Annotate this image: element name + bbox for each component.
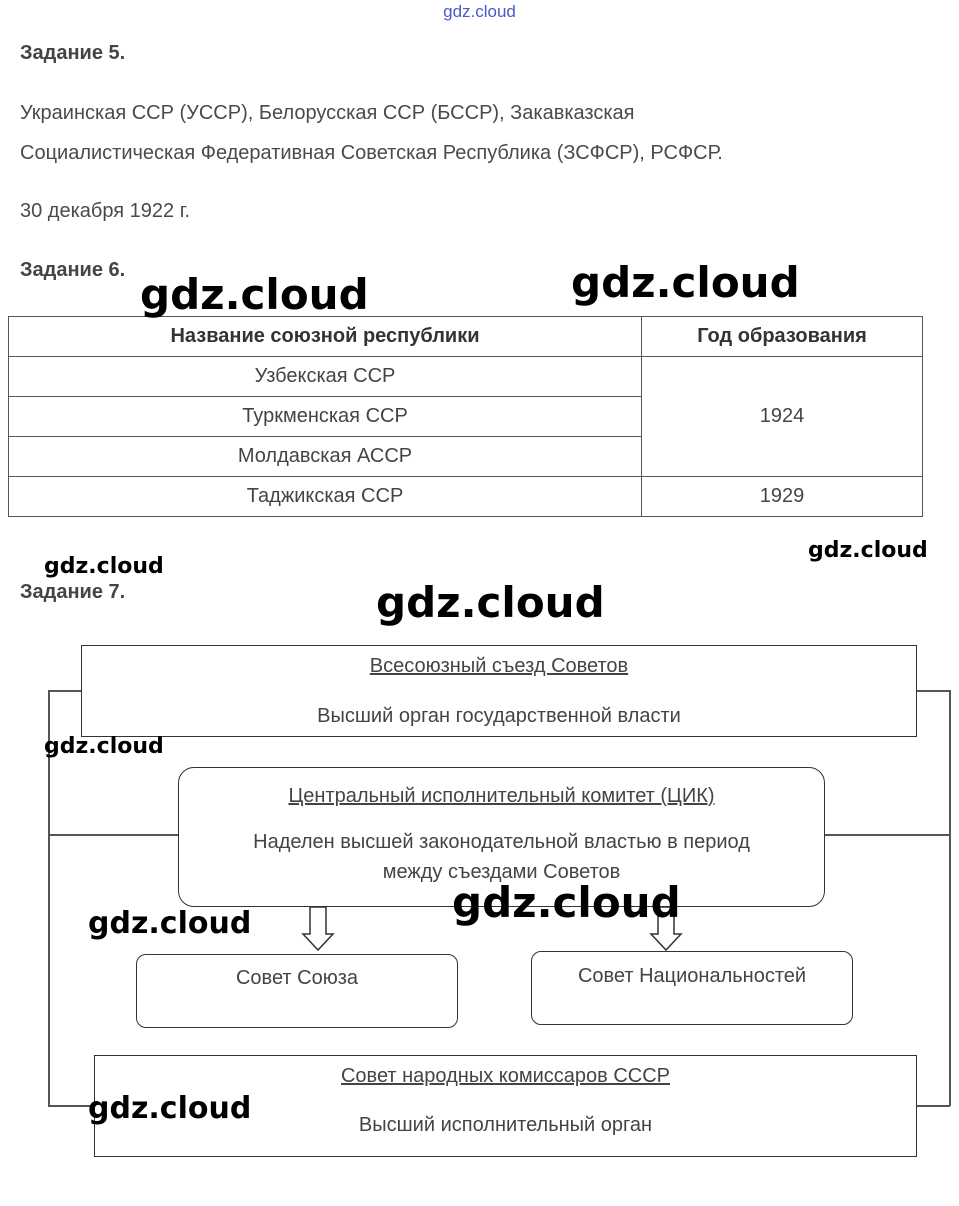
connector-line bbox=[48, 834, 178, 836]
congress-box bbox=[81, 645, 917, 737]
congress-title: Всесоюзный съезд Советов bbox=[369, 655, 629, 677]
union-council-label: Совет Союза bbox=[235, 967, 358, 989]
arrow-down-icon bbox=[301, 906, 335, 952]
task5-line1: Украинская ССР (УССР), Белорусская ССР (БССР), Закавказская bbox=[20, 102, 635, 124]
congress-desc: Высший орган государственной власти bbox=[317, 705, 681, 727]
watermark: gdz.cloud bbox=[571, 258, 800, 307]
connector-line bbox=[949, 690, 951, 1106]
column-header-year: Год образования bbox=[642, 317, 923, 357]
table-row bbox=[9, 357, 923, 397]
task5-heading: Задание 5. bbox=[20, 42, 126, 64]
snk-title: Совет народных комиссаров СССР bbox=[340, 1065, 670, 1087]
watermark: gdz.cloud bbox=[44, 734, 164, 759]
connector-line bbox=[916, 1105, 950, 1107]
watermark: gdz.cloud bbox=[452, 878, 681, 927]
task6-heading: Задание 6. bbox=[20, 259, 126, 281]
task5-line2: Социалистическая Федеративная Советская Республика (ЗСФСР), РСФСР. bbox=[20, 142, 723, 164]
top-watermark: gdz.cloud bbox=[443, 2, 516, 21]
connector-line bbox=[48, 690, 82, 692]
watermark: gdz.cloud bbox=[44, 554, 164, 579]
task7-heading: Задание 7. bbox=[20, 581, 126, 603]
column-header-name: Название союзной республики bbox=[9, 317, 642, 357]
republic-year-merged: 1924 bbox=[642, 357, 923, 477]
republic-name: Молдавская АССР bbox=[9, 437, 642, 477]
cik-title: Центральный исполнительный комитет (ЦИК) bbox=[288, 785, 715, 807]
republic-year: 1929 bbox=[642, 477, 923, 517]
nationalities-council-label: Совет Национальностей bbox=[577, 965, 807, 987]
watermark: gdz.cloud bbox=[376, 578, 605, 627]
table-header-row bbox=[9, 317, 923, 357]
watermark: gdz.cloud bbox=[88, 1091, 252, 1126]
cik-desc-line1: Наделен высшей законодательной властью в период bbox=[253, 831, 750, 853]
republic-name: Туркменская ССР bbox=[9, 397, 642, 437]
task5-date: 30 декабря 1922 г. bbox=[20, 200, 191, 222]
republic-name: Узбекская ССР bbox=[9, 357, 642, 397]
snk-desc: Высший исполнительный орган bbox=[358, 1114, 653, 1136]
republic-name: Таджикская ССР bbox=[9, 477, 642, 517]
connector-line bbox=[916, 690, 950, 692]
watermark: gdz.cloud bbox=[808, 538, 928, 563]
connector-line bbox=[824, 834, 950, 836]
cik-desc-line2: между съездами Советов bbox=[382, 861, 621, 883]
union-council-box bbox=[136, 954, 458, 1028]
watermark: gdz.cloud bbox=[88, 906, 252, 941]
republics-table bbox=[8, 316, 923, 517]
watermark: gdz.cloud bbox=[140, 270, 369, 319]
table-row bbox=[9, 477, 923, 517]
nationalities-council-box bbox=[531, 951, 853, 1025]
